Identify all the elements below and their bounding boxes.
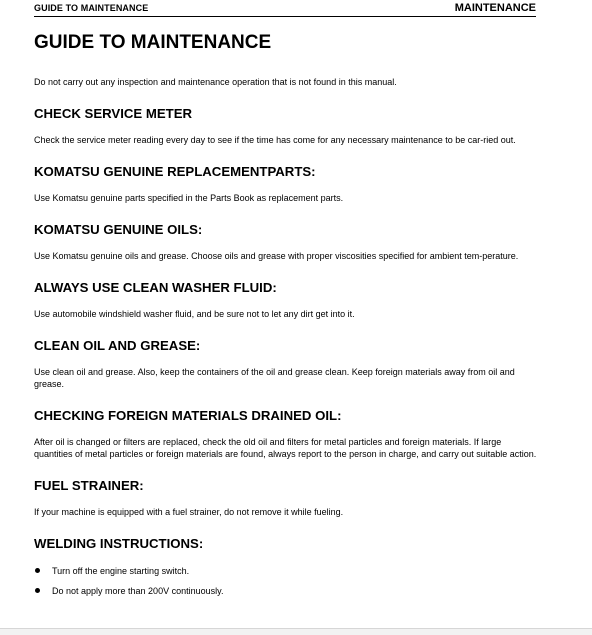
section-welding-instructions (34, 536, 538, 597)
section-heading: CLEAN OIL AND GREASE: (34, 338, 201, 353)
viewer-bottom-edge (0, 628, 592, 635)
section-body: Use automobile windshield washer fluid, and be sure not to let any dirt get into it. (34, 309, 355, 319)
section-clean-oil-grease (34, 338, 538, 390)
section-heading: FUEL STRAINER: (34, 478, 144, 493)
bullet-list (34, 565, 538, 597)
section-heading: CHECK SERVICE METER (34, 106, 193, 121)
section-genuine-oils (34, 222, 538, 262)
section-body: If your machine is equipped with a fuel strainer, do not remove it while fueling. (34, 507, 344, 517)
intro-paragraph: Do not carry out any inspection and maintenance operation that is not found in this manual. (34, 77, 397, 87)
section-body: Use Komatsu genuine oils and grease. Choose oils and grease with proper viscosities specified for ambient tem-perature. (34, 251, 519, 261)
page-title: GUIDE TO MAINTENANCE (34, 32, 272, 53)
section-fuel-strainer (34, 478, 538, 518)
section-body: Check the service meter reading every day to see if the time has come for any necessary maintenance to be car-ried out. (34, 135, 516, 145)
section-foreign-materials (34, 408, 538, 460)
section-check-service-meter (34, 106, 538, 146)
section-washer-fluid (34, 280, 538, 320)
list-item (34, 565, 538, 577)
running-header-section: GUIDE TO MAINTENANCE (34, 3, 149, 13)
bullet-icon (35, 568, 40, 573)
list-item-text: Do not apply more than 200V continuously. (52, 586, 224, 596)
running-header-chapter: MAINTENANCE (454, 2, 536, 14)
section-heading: WELDING INSTRUCTIONS: (34, 536, 204, 551)
running-header (34, 2, 536, 17)
bullet-icon (35, 588, 40, 593)
section-body: Use clean oil and grease. Also, keep the containers of the oil and grease clean. Keep foreign materials away from oil and grease. (34, 367, 515, 389)
section-heading: ALWAYS USE CLEAN WASHER FLUID: (34, 280, 277, 295)
section-heading: KOMATSU GENUINE OILS: (34, 222, 203, 237)
section-body: After oil is changed or filters are replaced, check the old oil and filters for metal particles and foreign materials. If large quantities of metal particles or foreign materials are found, always report to the person in charge, and carry out suitable action. (34, 437, 537, 459)
section-genuine-parts (34, 164, 538, 204)
page-content (34, 32, 538, 605)
list-item-text: Turn off the engine starting switch. (52, 566, 190, 576)
section-heading: CHECKING FOREIGN MATERIALS DRAINED OIL: (34, 408, 342, 423)
section-heading: KOMATSU GENUINE REPLACEMENTPARTS: (34, 164, 316, 179)
section-body: Use Komatsu genuine parts specified in the Parts Book as replacement parts. (34, 193, 344, 203)
list-item (34, 585, 538, 597)
